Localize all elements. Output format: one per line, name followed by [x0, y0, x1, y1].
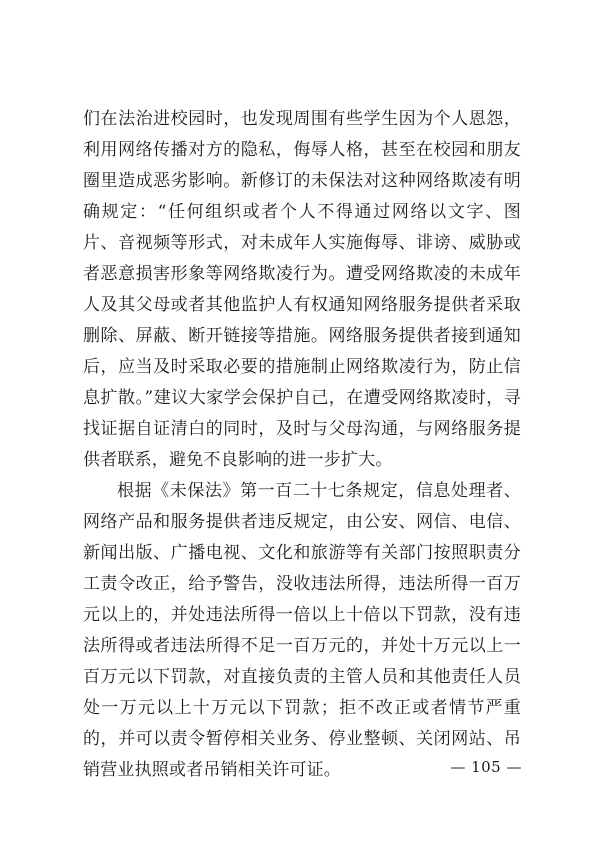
paragraph-cyberbullying: 们在法治进校园时，也发现周围有些学生因为个人恩怨，利用网络传播对方的隐私，侮辱人格，甚至在校园和朋友圈里造成恶劣影响。新修订的未保法对这种网络欺凌有明确规定：“任何组织或者个人不得通过网络以文字、图片、音视频等形式，对未成年人实施侮辱、诽谤、威胁或者恶意损害形象等网络欺凌行为。遭受网络欺凌的未成年人及其父母或者其他监护人有权通知网络服务提供者采取删除、屏蔽、断开链接等措施。网络服务提供者接到通知后，应当及时采取必要的措施制止网络欺凌行为，防止信息扩散。”建议大家学会保护自己，在遭受网络欺凌时，寻找证据自证清白的同时，及时与父母沟通，与网络服务提供者联系，避免不良影响的进一步扩大。	[83, 109, 521, 470]
body-text	[83, 104, 521, 786]
page-number: — 105 —	[450, 758, 522, 776]
paragraph-article-127: 根据《未保法》第一百二十七条规定，信息处理者、网络产品和服务提供者违反规定，由公安、网信、电信、新闻出版、广播电视、文化和旅游等有关部门按照职责分工责令改正，给予警告，没收违法所得，违法所得一百万元以上的，并处违法所得一倍以上十倍以下罚款，没有违法所得或者违法所得不足一百万元的，并处十万元以上一百万元以下罚款，对直接负责的主管人员和其他责任人员处一万元以上十万元以下罚款；拒不改正或者情节严重的，并可以责令暂停相关业务、停业整顿、关闭网站、吊销营业执照或者吊销相关许可证。	[83, 481, 521, 780]
